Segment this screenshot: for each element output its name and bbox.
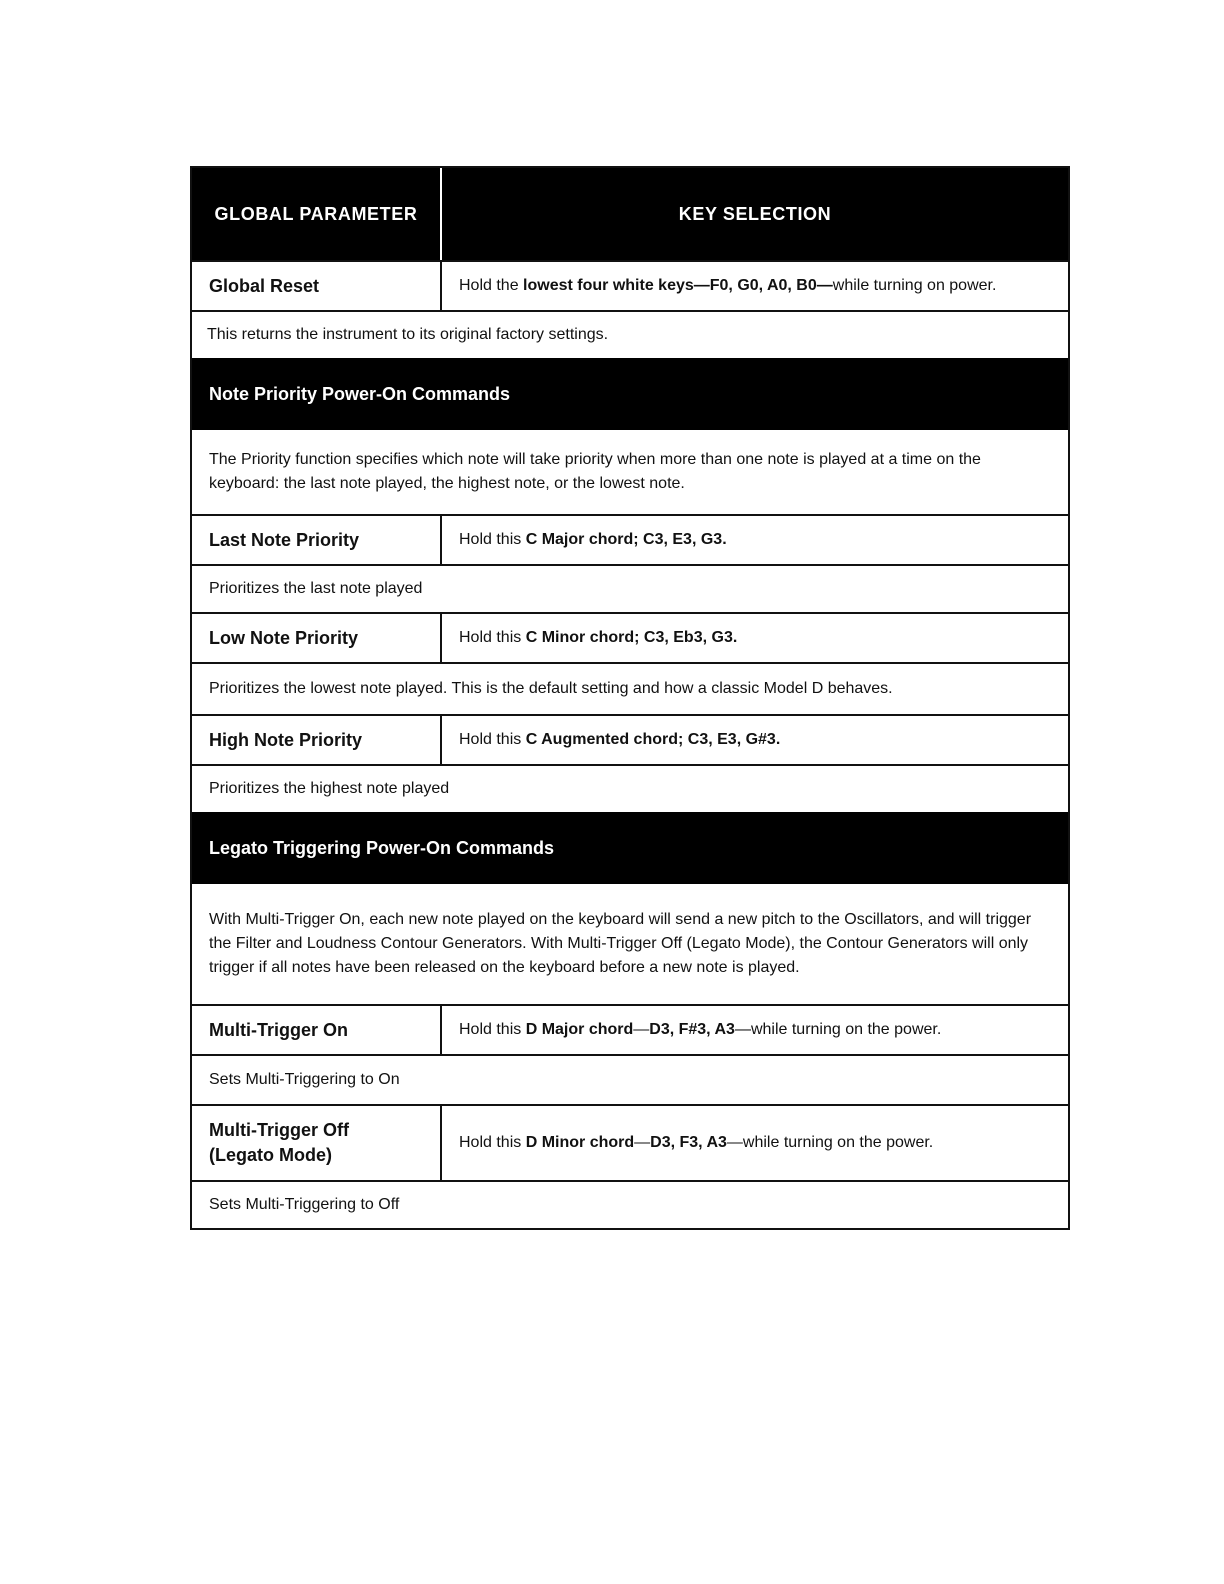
key-text: Hold this	[459, 1134, 526, 1151]
key-text: Hold this	[459, 629, 526, 646]
key-text: Hold this	[459, 1021, 526, 1038]
description-row: Prioritizes the last note played	[192, 564, 1068, 612]
param-global-reset: Global Reset	[192, 262, 442, 310]
key-bold-text: D Major chord	[525, 1021, 634, 1038]
key-selection-multi-trigger-on	[442, 1006, 1068, 1054]
description-row: This returns the instrument to its original factory settings.	[192, 310, 1068, 358]
table-row	[192, 514, 1068, 564]
legato-intro: With Multi-Trigger On, each new note played on the keyboard will send a new pitch to the Oscillators, and will trigger the Filter and Loudness Contour Generators. With Multi-Trigger Off (Legato Mode), the Contour Generators will only trigger if all notes have been released on the keyboard before a new note is played.	[209, 911, 1032, 976]
key-text: Hold this	[459, 731, 526, 748]
key-selection-multi-trigger-off	[442, 1106, 1068, 1180]
param-low-note-priority: Low Note Priority	[192, 614, 442, 662]
param-high-note-priority: High Note Priority	[192, 716, 442, 764]
key-text: Hold this	[459, 531, 526, 548]
key-selection-global-reset	[442, 262, 1068, 310]
description-row: Prioritizes the highest note played	[192, 764, 1068, 812]
table-header-row	[192, 168, 1068, 260]
key-bold-text: D Minor chord	[525, 1134, 635, 1151]
param-multi-trigger-on: Multi-Trigger On	[192, 1006, 442, 1054]
section-note-priority-title: Note Priority Power-On Commands	[192, 358, 1068, 430]
key-bold-text: D3, F#3, A3	[649, 1021, 735, 1038]
key-bold-text: C Augmented chord; C3, E3, G#3.	[525, 731, 781, 748]
key-bold-text: lowest four white keys—F0, G0, A0, B0—	[523, 277, 833, 294]
note-priority-intro: The Priority function specifies which note will take priority when more than one note is played at a time on the keyboard: the last note played, the highest note, or the lowest note.	[209, 451, 981, 492]
power-on-commands-table	[190, 166, 1070, 1230]
header-global-parameter: GLOBAL PARAMETER	[192, 168, 442, 260]
description-row: Sets Multi-Triggering to On	[192, 1054, 1068, 1104]
param-line: (Legato Mode)	[209, 1145, 332, 1165]
key-text: —while turning on the power.	[734, 1021, 942, 1038]
param-line: Multi-Trigger Off	[209, 1120, 349, 1140]
key-text: while turning on power.	[832, 277, 997, 294]
header-key-selection: KEY SELECTION	[678, 203, 832, 224]
description-row: Prioritizes the lowest note played. This is the default setting and how a classic Model D behaves.	[192, 662, 1068, 714]
description-row: Sets Multi-Triggering to Off	[192, 1180, 1068, 1228]
key-text: —	[634, 1134, 651, 1151]
key-text: —while turning on the power.	[726, 1134, 934, 1151]
key-selection-last-note	[442, 516, 1068, 564]
table-row	[192, 612, 1068, 662]
section-legato-title: Legato Triggering Power-On Commands	[192, 812, 1068, 884]
param-multi-trigger-off	[192, 1106, 442, 1180]
key-text: —	[633, 1021, 650, 1038]
key-bold-text: D3, F3, A3	[650, 1134, 727, 1151]
table-row	[192, 714, 1068, 764]
key-bold-text: C Major chord; C3, E3, G3.	[525, 531, 727, 548]
key-selection-high-note	[442, 716, 1068, 764]
key-text: Hold the	[459, 277, 524, 294]
key-bold-text: C Minor chord; C3, Eb3, G3.	[525, 629, 738, 646]
table-row	[192, 1104, 1068, 1180]
param-last-note-priority: Last Note Priority	[192, 516, 442, 564]
table-row	[192, 260, 1068, 310]
table-row	[192, 1004, 1068, 1054]
key-selection-low-note	[442, 614, 1068, 662]
